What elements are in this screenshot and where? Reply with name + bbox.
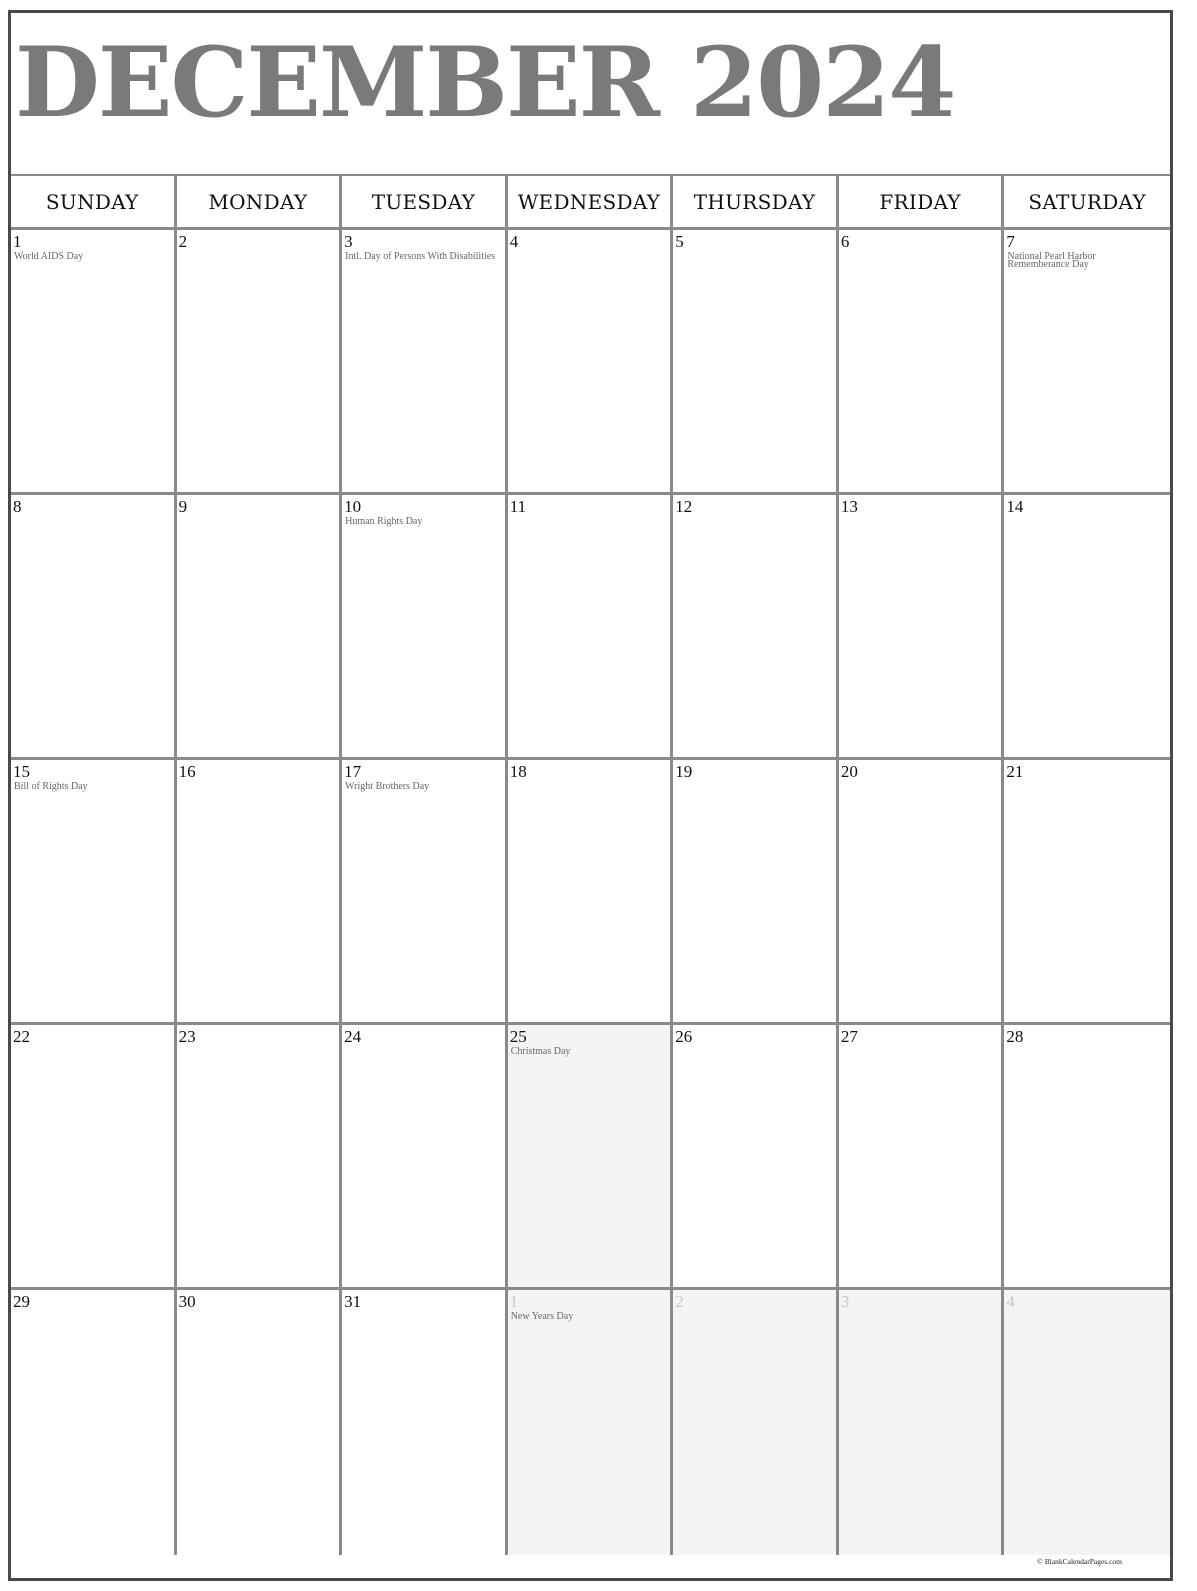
day-number: 1 (509, 1292, 519, 1311)
day-cell (1004, 1025, 1170, 1290)
day-number: 7 (1006, 232, 1015, 251)
day-number: 26 (675, 1027, 693, 1046)
day-cell (508, 495, 674, 760)
holiday-note: Wright Brothers Day (345, 781, 430, 792)
day-number: 22 (13, 1027, 30, 1046)
holiday-note: Bill of Rights Day (14, 781, 88, 792)
day-number: 18 (509, 762, 527, 781)
day-cell (177, 1290, 343, 1555)
day-number: 3 (840, 1292, 850, 1311)
weekday-header-wednesday: WEDNESDAY (508, 176, 674, 227)
day-cell (508, 230, 674, 495)
holiday-note: Human Rights Day (345, 516, 423, 527)
day-number: 30 (178, 1292, 196, 1311)
day-cell (342, 495, 508, 760)
day-cell (342, 230, 508, 495)
day-number: 24 (344, 1027, 362, 1046)
day-number: 29 (13, 1292, 30, 1311)
day-cell (1004, 230, 1170, 495)
day-number: 4 (1006, 1292, 1015, 1311)
day-number: 4 (509, 232, 519, 251)
day-number: 14 (1006, 497, 1024, 516)
day-number: 2 (675, 1292, 684, 1311)
day-cell (342, 1025, 508, 1290)
day-number: 11 (509, 497, 527, 516)
day-cell (11, 760, 177, 1025)
day-cell (11, 230, 177, 495)
day-number: 8 (13, 497, 22, 516)
day-cell (177, 1025, 343, 1290)
day-cell (508, 1290, 674, 1555)
day-number: 16 (178, 762, 196, 781)
day-cell (673, 760, 839, 1025)
day-cell (177, 760, 343, 1025)
holiday-note: Christmas Day (510, 1046, 571, 1057)
day-number: 19 (675, 762, 693, 781)
title-area (11, 13, 1170, 176)
day-number: 23 (178, 1027, 196, 1046)
day-cell (839, 1025, 1005, 1290)
weekday-header-thursday: THURSDAY (673, 176, 839, 227)
holiday-note: New Years Day (510, 1311, 574, 1322)
day-cell (1004, 760, 1170, 1025)
holiday-note: World AIDS Day (14, 251, 84, 262)
day-cell (11, 1025, 177, 1290)
weekday-header-monday: MONDAY (177, 176, 343, 227)
day-number: 20 (840, 762, 858, 781)
day-number: 5 (675, 232, 684, 251)
day-cell (1004, 1290, 1170, 1555)
weekday-header-saturday: SATURDAY (1028, 189, 1146, 214)
day-cell (839, 230, 1005, 495)
day-number: 31 (344, 1292, 362, 1311)
weekday-header-friday: FRIDAY (839, 176, 1005, 227)
day-cell (839, 760, 1005, 1025)
day-cell (508, 760, 674, 1025)
holiday-note: National Pearl Harbor Rememberance Day (1007, 251, 1096, 270)
day-number: 6 (840, 232, 850, 251)
weekday-header-row (11, 176, 1170, 230)
day-number: 27 (840, 1027, 858, 1046)
day-number: 21 (1006, 762, 1024, 781)
day-number: 9 (178, 497, 188, 516)
day-cell (342, 1290, 508, 1555)
day-number: 13 (840, 497, 858, 516)
copyright-notice: © BlankCalendarPages.com (1037, 1557, 1122, 1566)
day-cell (839, 1290, 1005, 1555)
day-number: 17 (344, 762, 362, 781)
month-title: DECEMBER 2024 (15, 26, 955, 139)
day-cell (11, 1290, 177, 1555)
day-cell (1004, 495, 1170, 760)
day-number: 28 (1006, 1027, 1024, 1046)
weekday-header-tuesday: TUESDAY (342, 176, 508, 227)
weekday-header-sunday: SUNDAY (11, 176, 177, 227)
day-cell (673, 495, 839, 760)
day-cell (673, 1290, 839, 1555)
day-cell (11, 495, 177, 760)
day-number: 12 (675, 497, 693, 516)
holiday-note: Intl. Day of Persons With Disabilities (345, 251, 496, 262)
day-number: 3 (344, 232, 353, 251)
day-number: 1 (13, 232, 22, 251)
day-number: 15 (13, 762, 30, 781)
day-cell (839, 495, 1005, 760)
weeks-grid (11, 230, 1170, 1555)
day-cell (177, 495, 343, 760)
day-number: 10 (344, 497, 362, 516)
calendar-frame (8, 10, 1173, 1581)
day-cell (673, 230, 839, 495)
day-cell (342, 760, 508, 1025)
calendar-grid (11, 176, 1170, 1555)
day-number: 2 (178, 232, 188, 251)
day-number: 25 (509, 1027, 527, 1046)
day-cell (673, 1025, 839, 1290)
day-cell (508, 1025, 674, 1290)
day-cell (177, 230, 343, 495)
